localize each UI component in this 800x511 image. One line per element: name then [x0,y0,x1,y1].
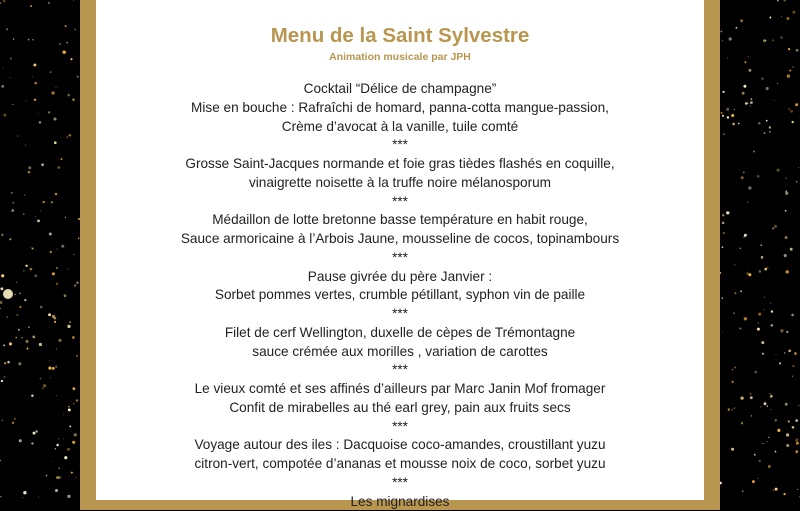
menu-line: *** [96,136,704,155]
menu-line: Voyage autour des iles : Dacquoise coco-amandes, croustillant yuzu [96,436,704,455]
menu-line: sauce crémée aux morilles , variation de carottes [96,343,704,362]
menu-line: Pause givrée du père Janvier : [96,268,704,287]
menu-line: Grosse Saint-Jacques normande et foie gras tièdes flashés en coquille, [96,155,704,174]
menu-line: Sorbet pommes vertes, crumble pétillant, syphon vin de paille [96,286,704,305]
menu-line: Filet de cerf Wellington, duxelle de cèpes de Trémontagne [96,324,704,343]
menu-line: *** [96,193,704,212]
menu-line: Mise en bouche : Rafraîchi de homard, panna-cotta mangue-passion, [96,99,704,118]
menu-line: *** [96,474,704,493]
menu-line: Crème d’avocat à la vanille, tuile comté [96,118,704,137]
page-subtitle: Animation musicale par JPH [96,50,704,64]
menu-card [96,0,704,500]
menu-line: citron-vert, compotée d’ananas et mousse noix de coco, sorbet yuzu [96,455,704,474]
menu-line: *** [96,305,704,324]
menu-list [96,80,704,511]
menu-line: *** [96,249,704,268]
menu-line: *** [96,418,704,437]
menu-line: vinaigrette noisette à la truffe noire mélanosporum [96,174,704,193]
menu-line: Le vieux comté et ses affinés d’ailleurs par Marc Janin Mof fromager [96,380,704,399]
menu-line: Médaillon de lotte bretonne basse température en habit rouge, [96,211,704,230]
menu-line: Confit de mirabelles au thé earl grey, pain aux fruits secs [96,399,704,418]
page-title: Menu de la Saint Sylvestre [96,23,704,49]
menu-line: Les mignardises [96,493,704,511]
menu-line: Cocktail “Délice de champagne” [96,80,704,99]
menu-line: Sauce armoricaine à l’Arbois Jaune, mousseline de cocos, topinambours [96,230,704,249]
menu-line: *** [96,361,704,380]
